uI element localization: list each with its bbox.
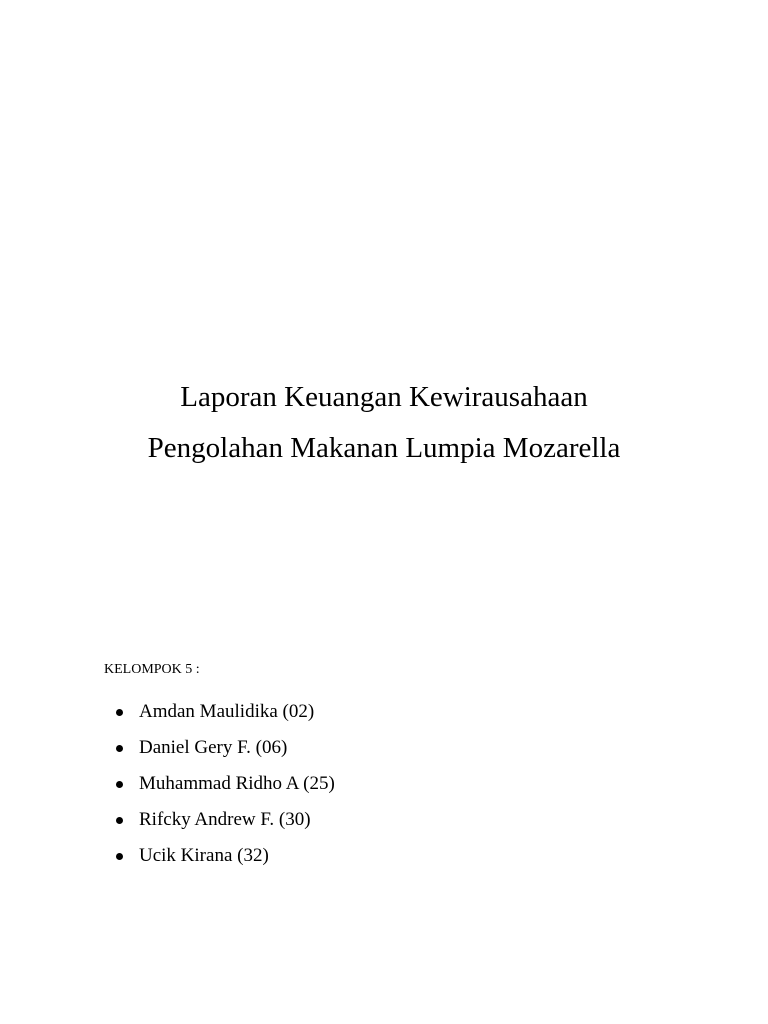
title-line-1: Laporan Keuangan Kewirausahaan [180, 381, 588, 413]
bullet-icon [116, 709, 123, 716]
bullet-icon [116, 781, 123, 788]
bullet-icon [116, 745, 123, 752]
document-title [0, 372, 768, 474]
member-name: Amdan Maulidika (02) [139, 701, 315, 722]
member-name: Rifcky Andrew F. (30) [139, 809, 311, 830]
title-line-2: Pengolahan Makanan Lumpia Mozarella [147, 432, 621, 464]
member-name: Ucik Kirana (32) [139, 845, 269, 866]
bullet-icon [116, 817, 123, 824]
group-label: KELOMPOK 5 : [104, 662, 200, 677]
member-name: Muhammad Ridho A (25) [139, 773, 335, 794]
bullet-icon [116, 853, 123, 860]
member-name: Daniel Gery F. (06) [139, 737, 288, 758]
